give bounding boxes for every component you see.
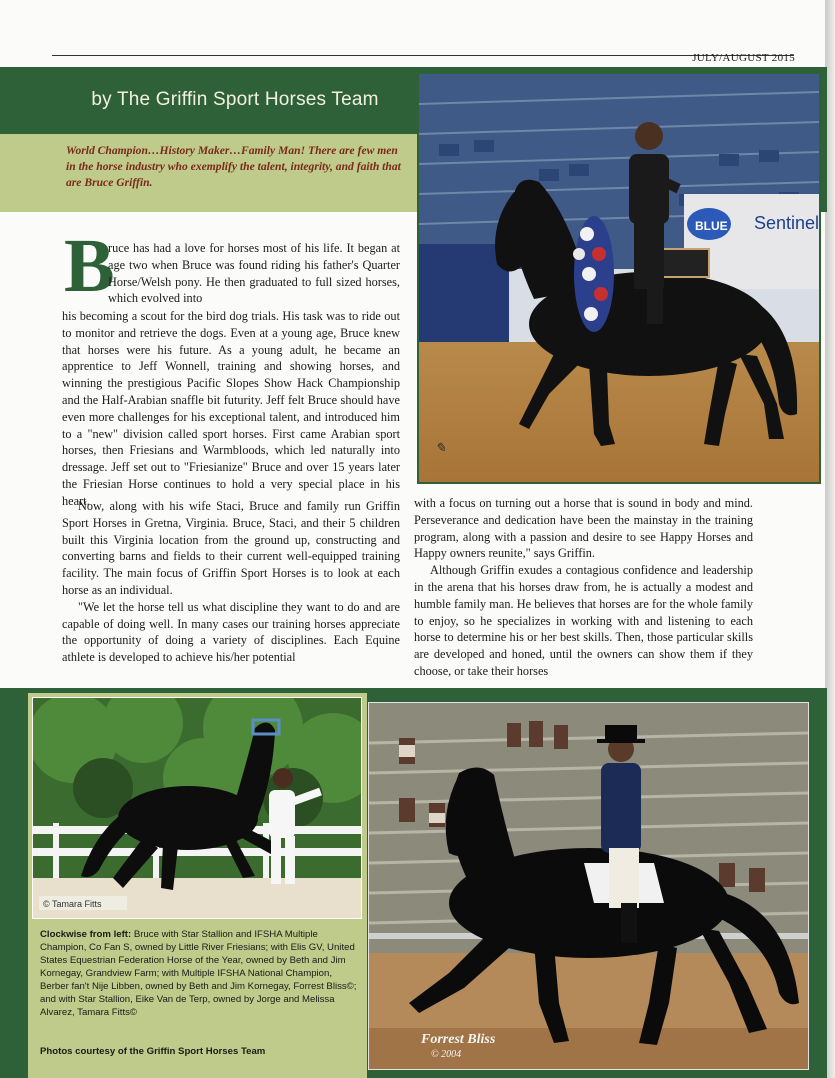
caption-text: Bruce with Star Stallion and IFSHA Multiple Champion, Co Fan S, owned by Little River Friesians; with Elis GV, United States Equestrian Federation Horse of the Year, owned by Beth and Jim Kornegay, Grandview Farm; with Multiple IFSHA National Champion, Berber fan't Nije Libben, owned by Beth and Jim Kornegay, Forrest Bliss©; and with Star Stallion, Eike Van de Terp, owned by Jorge and Melissa Alvarez, Tamara Fitts©	[40, 929, 357, 1018]
svg-text:✎: ✎	[435, 440, 446, 455]
intro-text: World Champion…History Maker…Family Man! There are few men in the horse industry who exemplify the talent, integrity, and faith that are Bruce Griffin.	[66, 144, 401, 189]
watermark-tamara-fitts: © Tamara Fitts	[43, 899, 102, 909]
header-rule	[52, 55, 794, 56]
issue-date: JULY/AUGUST 2015	[692, 52, 795, 64]
article-paragraph-1-rest	[62, 308, 400, 510]
caption-lead: Clockwise from left:	[40, 929, 132, 940]
article-column-1-continued	[62, 498, 400, 666]
drop-cap: B	[64, 224, 115, 308]
banner-sentinel: Sentinel	[754, 213, 819, 233]
photo-in-hand-horse	[32, 697, 362, 919]
paragraph-text: his becoming a scout for the bird dog trials. His task was to ride out to monitor and retrieve the dogs. Even at a young age, Bruce knew that horses were his future. As a young adult, he became an apprentice to Jeff Wonnell, training and showing horses, and winning the prestigious Pacific Slopes Show Hack Championship and the Half-Arabian snaffle bit futurity. Jeff felt Bruce should have even more challenges for his exceptional talent, and introduced him to a "new" division called sport horses. First came Arabian sport horses, then Friesians and Warmbloods, which led naturally into dressage. Jeff set out to "Friesianize" Bruce and over 15 years later the Friesian Horse continues to hold a very special place in his heart.	[62, 309, 400, 508]
photo-credit: Photos courtesy of the Griffin Sport Horses Team	[40, 1046, 266, 1057]
article-column-2	[414, 495, 753, 680]
banner-blue: BLUE	[695, 219, 728, 233]
watermark-year: © 2004	[431, 1049, 462, 1060]
paragraph-text: Now, along with his wife Staci, Bruce and family run Griffin Sport Horses in Gretna, Virginia. Bruce, Staci, and their 5 children built this Virginia location from the ground up, constructing and converting barns and fields to their current well-equipped training facility. The main focus of Griffin Sport Horses is to look at each horse as an individual.	[62, 499, 400, 597]
paragraph-text: Although Griffin exudes a contagious confidence and leadership in the arena that his horses draw from, he is actually a modest and humble family man. He believes that horses are for the whole family to enjoy, so he specializes in working with and listening to each horse to determine his or her best skills. Then, those particular skills are developed and honed, until the owners can show them if they choose, or take their horses	[414, 563, 753, 678]
photo-arena-rider	[417, 72, 821, 484]
photo-saddle-seat	[368, 702, 809, 1070]
watermark-forrest-bliss: Forrest Bliss	[421, 1032, 496, 1047]
byline: by The Griffin Sport Horses Team	[91, 89, 379, 110]
paragraph-text: "We let the horse tell us what discipline they want to do and are capable of doing well. In many cases our training horses appreciate the opportunity of doing a variety of disciplines. Each Equine athlete is developed to achieve his/her potential	[62, 599, 400, 665]
paragraph-text: with a focus on turning out a horse that is sound in body and mind. Perseverance and dedication have been the mainstay in the training program, along with a passion and desire to see Happy Horses and Happy owners reunite," says Griffin.	[414, 496, 753, 561]
photo-caption	[40, 928, 360, 1019]
paragraph-text: ruce has had a love for horses most of his life. It began at age two when Bruce was found riding his father's Quarter Horse/Welsh pony. He then graduated to full sized horses, which evolved into	[108, 241, 400, 306]
article-paragraph-1-lead	[108, 240, 400, 307]
